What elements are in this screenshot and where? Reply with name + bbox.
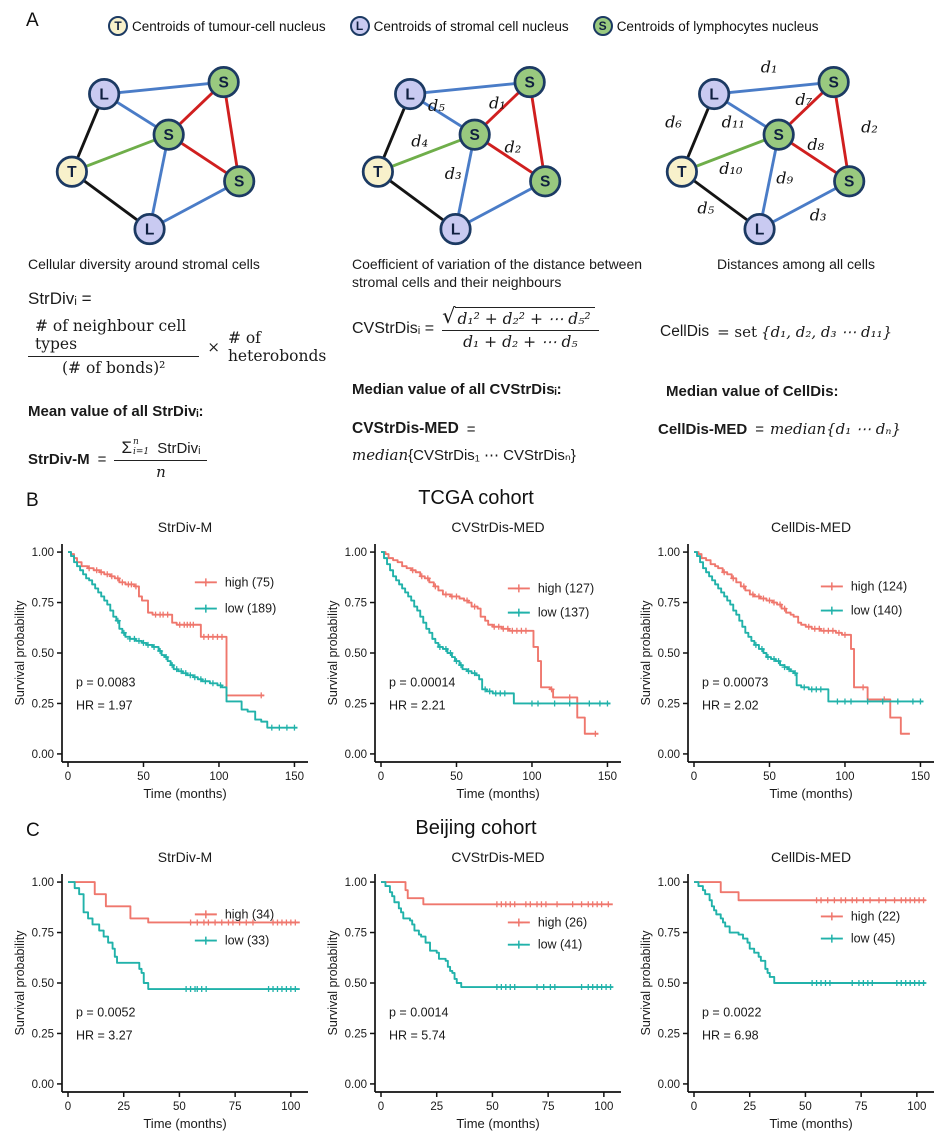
celldismed-median-fn: median [769,420,827,439]
cvstrdismed-set: {CVStrDis₁ ⋯ CVStrDisₙ} [408,447,576,465]
x-tick-label: 150 [284,771,305,783]
strdiv-numerator: # of neighbour cell types [28,317,199,357]
strdiv-denominator: (# of bonds)² [62,359,166,378]
node-label-L2: L [144,221,155,239]
beijing-charts-row [12,848,946,1138]
x-tick-label: 0 [377,771,385,783]
cvstrdis-lhs: CVStrDisᵢ = [352,320,435,338]
network-svg [348,58,593,252]
legend-label-high: high (127) [537,581,595,596]
distance-label: d₇ [795,89,813,109]
x-axis-label: Time (months) [456,1116,540,1131]
node-label-T: T [67,164,77,182]
x-axis-label: Time (months) [769,1116,853,1131]
cell-type-legend [108,16,819,36]
legend-marker-cross [515,609,523,617]
celldis-median-label: Median value of CellDis: [666,383,839,401]
celldismed-set: {d₁ ⋯ dₙ} [826,420,901,439]
celldismed-equals: = [755,420,764,438]
y-tick-label: 0.25 [344,1028,367,1041]
x-tick-label: 0 [64,1101,72,1113]
sqrt-content: d₁² + d₂² + ⋯ d₅² [455,307,594,328]
network-svg [42,58,287,252]
y-tick-label: 0.00 [657,1078,680,1091]
distance-label: d₅ [697,198,715,218]
x-axis-label: Time (months) [143,786,227,801]
km-chart-beijing-celldismed [638,848,946,1138]
node-label-S3: S [540,173,551,191]
lymphocyte-cell-symbol: S [598,19,607,33]
y-tick-label: 0.50 [657,978,680,990]
legend-marker-cross [828,935,836,943]
distance-label: d₁₁ [721,112,745,132]
x-tick-label: 50 [486,1101,499,1113]
node-label-L1: L [99,86,109,104]
x-tick-label: 75 [228,1101,242,1113]
y-tick-label: 1.00 [31,877,54,890]
km-curve-high [381,882,613,904]
strdivm-denominator: n [156,463,166,482]
hr-label: HR = 2.02 [702,698,759,713]
median-fn: median [352,446,409,465]
sum-body: StrDivᵢ [157,440,201,458]
tumour-cell-symbol: T [114,19,122,33]
celldis-set: {d₁, d₂, d₃ ⋯ d₁₁} [761,323,893,342]
cvstrdis-median-label: Median value of all CVStrDisᵢ: [352,381,562,399]
y-tick-label: 0.00 [657,748,680,761]
y-tick-label: 1.00 [657,877,680,890]
node-label-S2: S [469,127,480,145]
cohort-title-tcga: TCGA cohort [418,487,534,509]
strdivm-equation [28,438,338,481]
celldis-lhs: CellDis [660,323,710,341]
legend-label-low: low (41) [537,937,583,952]
p-value-label: p = 0.0014 [389,1005,449,1020]
x-tick-label: 50 [137,771,150,783]
x-tick-label: 50 [763,771,776,783]
distance-label: d₂ [504,137,522,157]
censor-marks-low [437,644,611,707]
network-diagram-strdiv [42,58,287,257]
km-chart-tcga-cvstrdismed [325,518,633,808]
strdiv-lhs: StrDivᵢ = [28,289,92,309]
legend-marker-cross [828,582,836,590]
node-label-S1: S [524,74,535,92]
legend-label-tumour: Centroids of tumour-cell nucleus [132,18,326,34]
legend-label-high: high (26) [537,915,588,930]
y-tick-label: 0.25 [657,1028,680,1041]
strdivm-equals: = [97,451,107,469]
cvstrdismed-lhs: CVStrDis-MED [352,420,459,438]
cvstrdis-caption: Coefficient of variation of the distance between stromal cells and their neighbours [352,256,643,291]
legend-item-tumour [108,16,326,36]
legend-marker-cross [202,910,210,918]
p-value-label: p = 0.00073 [702,675,769,690]
edge-L1-S1 [410,82,530,94]
tcga-charts-row [12,518,946,808]
legend-label-low: low (33) [224,933,270,948]
edge-L1-S1 [104,82,224,94]
strdiv-equation [28,317,338,377]
legend-label-low: low (137) [537,605,590,620]
censor-marks-low [115,618,298,731]
p-value-label: p = 0.0022 [702,1005,762,1020]
km-svg [638,848,946,1138]
y-tick-label: 0.75 [657,597,680,610]
x-tick-label: 100 [522,771,542,783]
node-label-S3: S [234,173,245,191]
x-tick-label: 100 [594,1101,614,1113]
km-chart-tcga-strdivm [12,518,320,808]
legend-label-low: low (45) [850,931,896,946]
x-tick-label: 50 [799,1101,812,1113]
cvstrdismed-equals: = [466,420,476,438]
network-svg [652,58,897,252]
cohort-title-beijing: Beijing cohort [415,817,537,839]
y-tick-label: 1.00 [31,547,54,560]
y-tick-label: 0.00 [31,748,54,761]
distance-label: d₆ [665,112,682,132]
cvstrdis-denominator: d₁ + d₂ + ⋯ d₅ [463,333,578,352]
y-tick-label: 0.75 [31,927,54,940]
km-chart-tcga-celldismed [638,518,946,808]
cvstrdis-equation [352,304,652,352]
sum-lower-limit: i=1 [132,446,150,457]
y-tick-label: 0.25 [31,698,54,711]
legend-marker-cross [202,937,210,945]
y-tick-label: 0.00 [31,1078,54,1091]
hr-label: HR = 3.27 [76,1028,133,1043]
y-axis-label: Survival probability [326,930,340,1036]
x-tick-label: 0 [64,771,72,783]
x-tick-label: 100 [209,771,229,783]
legend-label-high: high (22) [850,909,901,924]
y-axis-label: Survival probability [326,600,340,706]
edge-L1-S1 [714,82,834,94]
node-label-L1: L [709,86,719,104]
sum-upper-limit: n [132,437,139,448]
legend-marker-cross [202,605,210,613]
strdiv-caption: Cellular diversity around stromal cells [28,256,260,272]
node-label-L2: L [450,221,461,239]
celldis-equation [660,323,942,341]
km-svg [638,518,946,808]
chart-title: StrDiv-M [157,849,213,865]
chart-title: StrDiv-M [157,519,213,535]
distance-label: d₅ [428,95,445,115]
hr-label: HR = 1.97 [76,698,133,713]
y-tick-label: 0.25 [657,698,680,711]
distance-label: d₁ [760,58,778,77]
distance-label: d₄ [411,131,429,151]
stromal-cell-symbol: L [355,19,364,33]
legend-item-stromal [350,16,569,36]
x-tick-label: 100 [281,1101,301,1113]
y-tick-label: 0.50 [344,648,367,660]
x-tick-label: 150 [910,771,931,783]
p-value-label: p = 0.0083 [76,675,136,690]
distance-label: d₃ [444,163,462,183]
y-tick-label: 0.75 [344,927,367,940]
y-tick-label: 1.00 [657,547,680,560]
strdivm-fraction [114,438,207,481]
sqrt-radical [442,304,595,329]
strdiv-fraction [28,317,199,377]
x-tick-label: 75 [854,1101,868,1113]
celldismed-lhs: CellDis-MED [658,420,748,438]
km-svg [325,848,633,1138]
y-tick-label: 0.00 [344,748,367,761]
x-tick-label: 150 [597,771,618,783]
cvstrdismed-rhs-row [352,446,652,464]
legend-label-stromal: Centroids of stromal cell nucleus [373,18,569,34]
distance-label: d₁ [488,93,506,113]
legend-item-lymphocyte [593,16,819,36]
legend-marker-cross [828,607,836,615]
node-label-L1: L [405,86,415,104]
node-label-S1: S [218,74,229,92]
panel-c-label: C [26,820,40,841]
legend-label-high: high (75) [224,575,275,590]
distance-label: d₂ [861,117,878,137]
node-label-S1: S [828,74,839,92]
times-sign: × [207,338,220,357]
sum-limits [133,438,149,457]
cvstrdis-numerator [442,304,599,331]
y-axis-label: Survival probability [639,600,653,706]
cvstrdismed-lhs-row [352,420,652,438]
celldismed-equation [658,420,942,438]
y-axis-label: Survival probability [13,600,27,706]
x-tick-label: 0 [690,771,698,783]
y-tick-label: 0.25 [344,698,367,711]
x-axis-label: Time (months) [456,786,540,801]
network-diagram-celldis [652,58,897,257]
km-curve-high [694,882,926,900]
legend-marker-cross [515,918,523,926]
chart-title: CVStrDis-MED [451,519,545,535]
legend-label-low: low (189) [224,601,277,616]
censor-marks-low [809,980,926,986]
km-svg [12,518,320,808]
cvstrdis-formula-column [352,255,652,464]
stromal-cell-icon [350,16,370,36]
y-tick-label: 0.50 [344,978,367,990]
celldis-caption: Distances among all cells [717,256,875,272]
censor-marks-low [494,984,614,990]
y-tick-label: 0.50 [657,648,680,660]
chart-title: CVStrDis-MED [451,849,545,865]
x-tick-label: 25 [743,1101,757,1113]
y-tick-label: 0.75 [657,927,680,940]
censor-marks-high [814,897,927,903]
sigma-icon: Σ [121,438,132,458]
panel-b-label: B [26,490,39,511]
km-chart-beijing-strdivm [12,848,320,1138]
km-chart-beijing-cvstrdismed [325,848,633,1138]
strdivm-lhs: StrDiv-M [28,451,90,469]
y-tick-label: 0.50 [31,978,54,990]
chart-title: CellDis-MED [770,849,852,865]
hr-label: HR = 2.21 [389,698,446,713]
y-axis-label: Survival probability [13,930,27,1036]
x-axis-label: Time (months) [769,786,853,801]
censor-marks-low [753,642,924,705]
node-label-T: T [373,164,383,182]
y-tick-label: 0.00 [344,1078,367,1091]
hr-label: HR = 5.74 [389,1028,446,1043]
strdiv-mean-label: Mean value of all StrDivᵢ: [28,403,204,421]
y-tick-label: 0.25 [31,1028,54,1041]
legend-marker-cross [828,912,836,920]
x-tick-label: 0 [690,1101,698,1113]
panel-a-label: A [26,10,39,31]
y-tick-label: 1.00 [344,877,367,890]
legend-label-low: low (140) [850,603,903,618]
x-tick-label: 0 [377,1101,385,1113]
celldis-formula-column [650,255,942,438]
x-tick-label: 50 [173,1101,186,1113]
network-diagram-cvstrdis [348,58,593,257]
legend-marker-cross [515,941,523,949]
node-label-S3: S [844,173,855,191]
x-tick-label: 100 [907,1101,927,1113]
x-tick-label: 25 [430,1101,444,1113]
x-tick-label: 25 [117,1101,131,1113]
legend-label-lymphocyte: Centroids of lymphocytes nucleus [616,18,819,34]
p-value-label: p = 0.0052 [76,1005,136,1020]
node-label-S2: S [773,127,784,145]
legend-label-high: high (34) [224,907,275,922]
strdiv-suffix: # of heterobonds [227,329,327,366]
y-tick-label: 0.75 [31,597,54,610]
x-axis-label: Time (months) [143,1116,227,1131]
strdivm-numerator [114,438,207,461]
legend-marker-cross [202,578,210,586]
y-tick-label: 0.75 [344,597,367,610]
celldis-eq: = set [717,323,758,342]
km-curve-high [68,552,264,695]
lymphocyte-cell-icon [593,16,613,36]
y-axis-label: Survival probability [639,930,653,1036]
x-tick-label: 75 [541,1101,555,1113]
chart-title: CellDis-MED [770,519,852,535]
x-tick-label: 100 [835,771,855,783]
node-label-T: T [677,164,687,182]
distance-label: d₃ [809,205,827,225]
legend-label-high: high (124) [850,579,908,594]
y-tick-label: 1.00 [344,547,367,560]
x-tick-label: 50 [450,771,463,783]
node-label-L2: L [754,221,765,239]
distance-label: d₈ [807,135,825,155]
y-tick-label: 0.50 [31,648,54,660]
node-label-S2: S [163,127,174,145]
hr-label: HR = 6.98 [702,1028,759,1043]
cvstrdis-fraction [442,304,599,352]
km-svg [325,518,633,808]
legend-marker-cross [515,584,523,592]
km-svg [12,848,320,1138]
distance-label: d₁₀ [719,159,743,179]
distance-label: d₉ [776,168,794,188]
radical-icon: √ [442,304,456,329]
tumour-cell-icon [108,16,128,36]
p-value-label: p = 0.00014 [389,675,456,690]
strdiv-formula-column [28,255,338,481]
sum-symbol [121,438,153,457]
